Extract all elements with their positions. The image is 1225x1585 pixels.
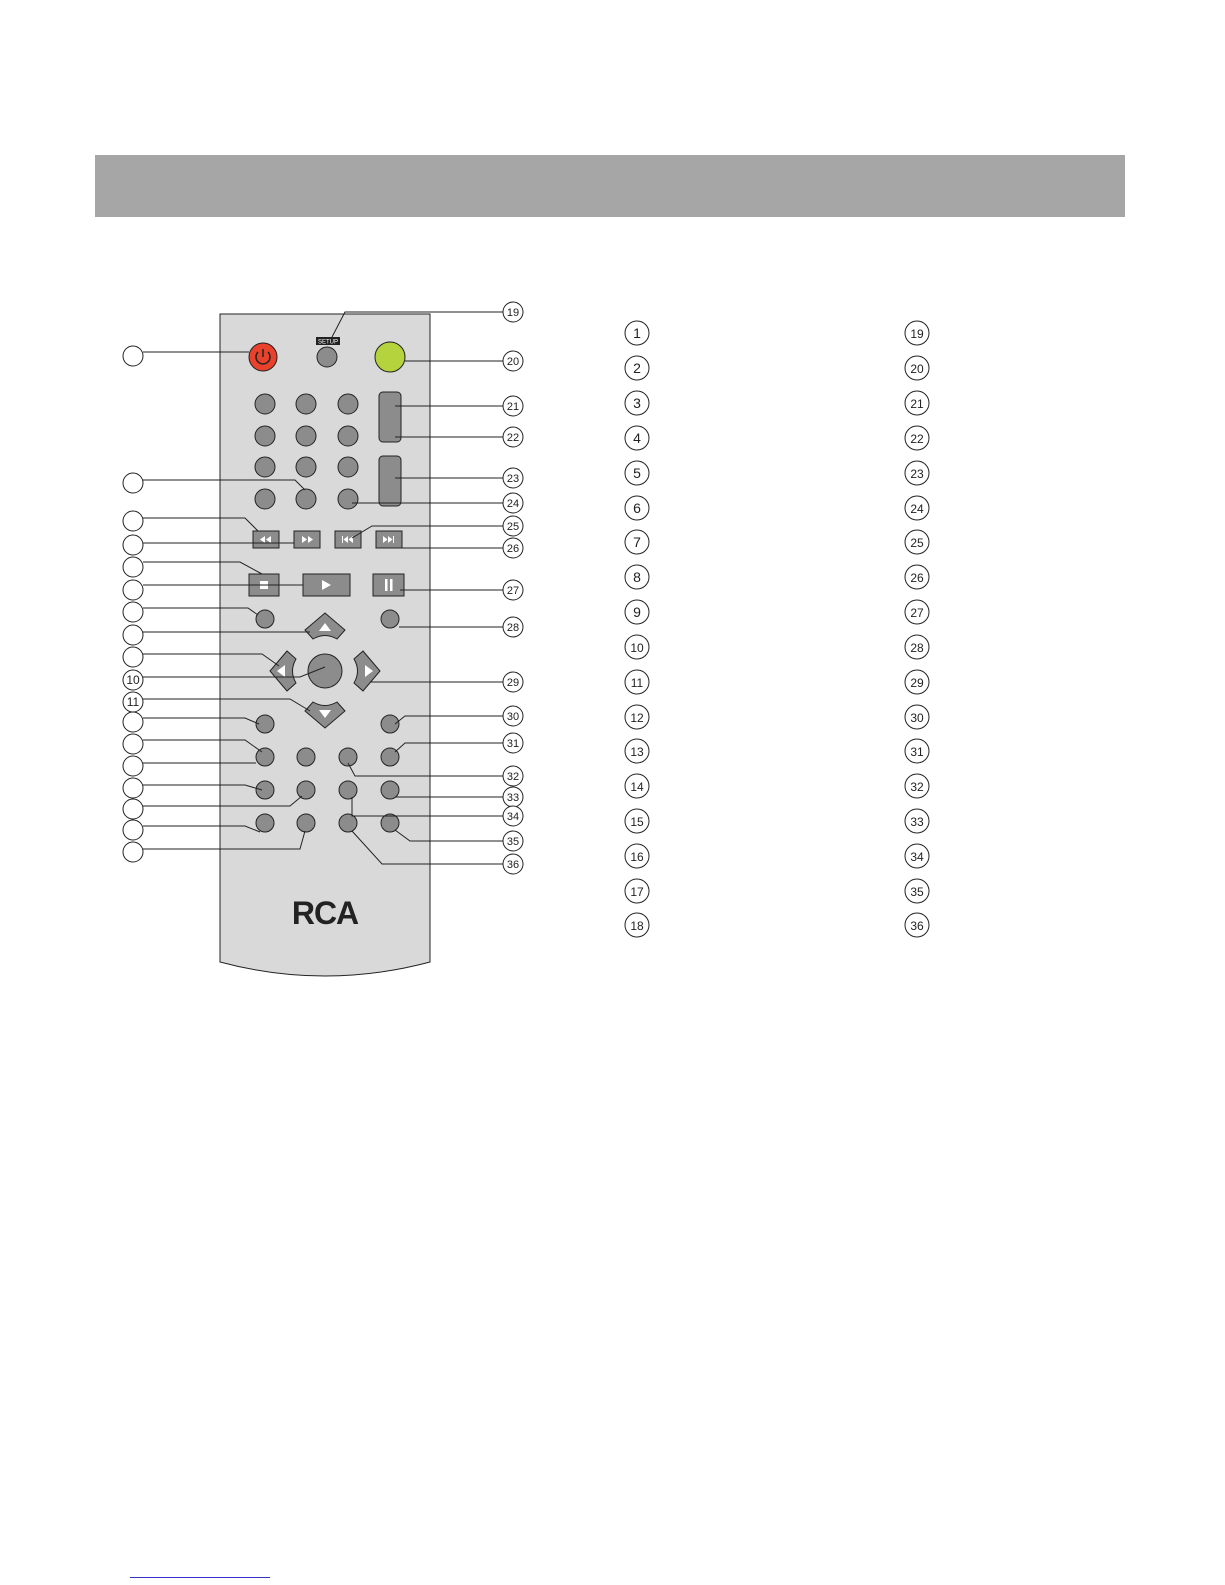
legend-number: 35: [910, 885, 924, 899]
legend-number: 10: [630, 641, 644, 655]
power-button[interactable]: [249, 343, 277, 371]
left-callouts: [123, 346, 143, 862]
legend-number: 25: [910, 536, 924, 550]
legend-number: 28: [910, 641, 924, 655]
callout-17: [123, 820, 143, 840]
keypad-button[interactable]: [338, 489, 358, 509]
callout-label: 23: [506, 473, 520, 485]
legend-column-1-labels: [630, 325, 644, 933]
callout-label: 35: [506, 836, 520, 848]
callout-5: [123, 557, 143, 577]
next-button[interactable]: [376, 531, 402, 548]
callout-15: [123, 778, 143, 798]
previous-button[interactable]: [335, 531, 361, 548]
callout-label: 24: [506, 498, 520, 510]
rca-logo: RCA: [291, 895, 359, 931]
keypad-button[interactable]: [296, 426, 316, 446]
callout-label: 29: [506, 677, 520, 689]
keypad-button[interactable]: [296, 457, 316, 477]
legend-number: 20: [910, 362, 924, 376]
legend-number: 23: [910, 467, 924, 481]
keypad-button[interactable]: [296, 394, 316, 414]
legend-number: 22: [910, 432, 924, 446]
callout-label: 26: [506, 543, 520, 555]
callout-label: 22: [506, 432, 520, 444]
keypad-button[interactable]: [255, 489, 275, 509]
legend-number: 34: [910, 850, 924, 864]
pause-button[interactable]: [373, 574, 404, 596]
callout-label: 33: [506, 792, 520, 804]
legend-number: 9: [633, 604, 641, 620]
legend-number: 2: [633, 360, 641, 376]
legend-number: 17: [630, 885, 644, 899]
menu-button[interactable]: [256, 610, 274, 628]
return-button[interactable]: [381, 610, 399, 628]
keypad-button[interactable]: [338, 457, 358, 477]
function-button[interactable]: [256, 748, 274, 766]
callout-label: 11: [126, 695, 140, 709]
function-button[interactable]: [339, 814, 357, 832]
legend-number: 4: [633, 430, 641, 446]
keypad-button[interactable]: [255, 457, 275, 477]
callout-label: 28: [506, 622, 520, 634]
callout-9: [123, 647, 143, 667]
callout-6: [123, 580, 143, 600]
legend-column-2: [905, 321, 929, 937]
legend-number: 21: [910, 397, 924, 411]
callout-label: 31: [506, 738, 520, 750]
legend-number: 1: [633, 325, 641, 341]
callout-label: 36: [506, 859, 520, 871]
play-button[interactable]: [303, 574, 350, 596]
dpad-enter[interactable]: [308, 654, 342, 688]
keypad-button[interactable]: [296, 489, 316, 509]
callout-7: [123, 602, 143, 622]
legend-number: 11: [630, 676, 644, 690]
callout-12: [123, 712, 143, 732]
callout-label: 30: [506, 711, 520, 723]
legend-number: 30: [910, 711, 924, 725]
legend-number: 3: [633, 395, 641, 411]
callout-label: 10: [126, 673, 140, 687]
function-button[interactable]: [256, 781, 274, 799]
legend-column-1: [625, 321, 649, 937]
function-button[interactable]: [381, 781, 399, 799]
lower-rocker-button[interactable]: [379, 456, 401, 506]
legend-number: 29: [910, 676, 924, 690]
legend-number: 15: [630, 815, 644, 829]
callout-4: [123, 535, 143, 555]
legend-number: 18: [630, 919, 644, 933]
callout-18: [123, 842, 143, 862]
callout-16: [123, 799, 143, 819]
keypad-button[interactable]: [255, 394, 275, 414]
function-button[interactable]: [297, 781, 315, 799]
keypad-button[interactable]: [338, 394, 358, 414]
upper-rocker-button[interactable]: [379, 392, 401, 442]
callout-label: 34: [506, 811, 520, 823]
callout-13: [123, 734, 143, 754]
legend-number: 7: [633, 534, 641, 550]
function-button[interactable]: [256, 814, 274, 832]
footer-link-underline: [130, 1577, 270, 1578]
legend-number: 19: [910, 327, 924, 341]
callout-1: [123, 346, 143, 366]
callout-label: 25: [506, 521, 520, 533]
callout-2: [123, 473, 143, 493]
function-button[interactable]: [297, 814, 315, 832]
callout-label: 20: [506, 356, 520, 368]
legend-number: 26: [910, 571, 924, 585]
legend-number: 13: [630, 745, 644, 759]
legend-number: 36: [910, 919, 924, 933]
callout-14: [123, 756, 143, 776]
callout-8: [123, 625, 143, 645]
legend-number: 8: [633, 569, 641, 585]
green-button[interactable]: [375, 342, 405, 372]
function-button[interactable]: [381, 715, 399, 733]
setup-label: SETUP: [317, 339, 339, 346]
keypad-button[interactable]: [255, 426, 275, 446]
legend-number: 6: [633, 500, 641, 516]
legend-column-2-labels: [910, 327, 924, 933]
left-callout-labels: [126, 673, 140, 709]
callout-label: 21: [506, 401, 520, 413]
callout-3: [123, 511, 143, 531]
rewind-button[interactable]: [253, 531, 279, 548]
callout-label: 32: [506, 771, 520, 783]
legend-number: 27: [910, 606, 924, 620]
callout-label: 27: [506, 585, 520, 597]
legend-number: 5: [633, 465, 641, 481]
legend-number: 24: [910, 502, 924, 516]
legend-number: 12: [630, 711, 644, 725]
callout-label: 19: [506, 307, 520, 319]
legend-number: 16: [630, 850, 644, 864]
legend-number: 33: [910, 815, 924, 829]
function-button[interactable]: [339, 781, 357, 799]
function-button[interactable]: [381, 814, 399, 832]
legend-number: 14: [630, 780, 644, 794]
keypad-button[interactable]: [338, 426, 358, 446]
function-button[interactable]: [297, 748, 315, 766]
fast-forward-button[interactable]: [294, 531, 320, 548]
legend-number: 32: [910, 780, 924, 794]
legend-number: 31: [910, 745, 924, 759]
